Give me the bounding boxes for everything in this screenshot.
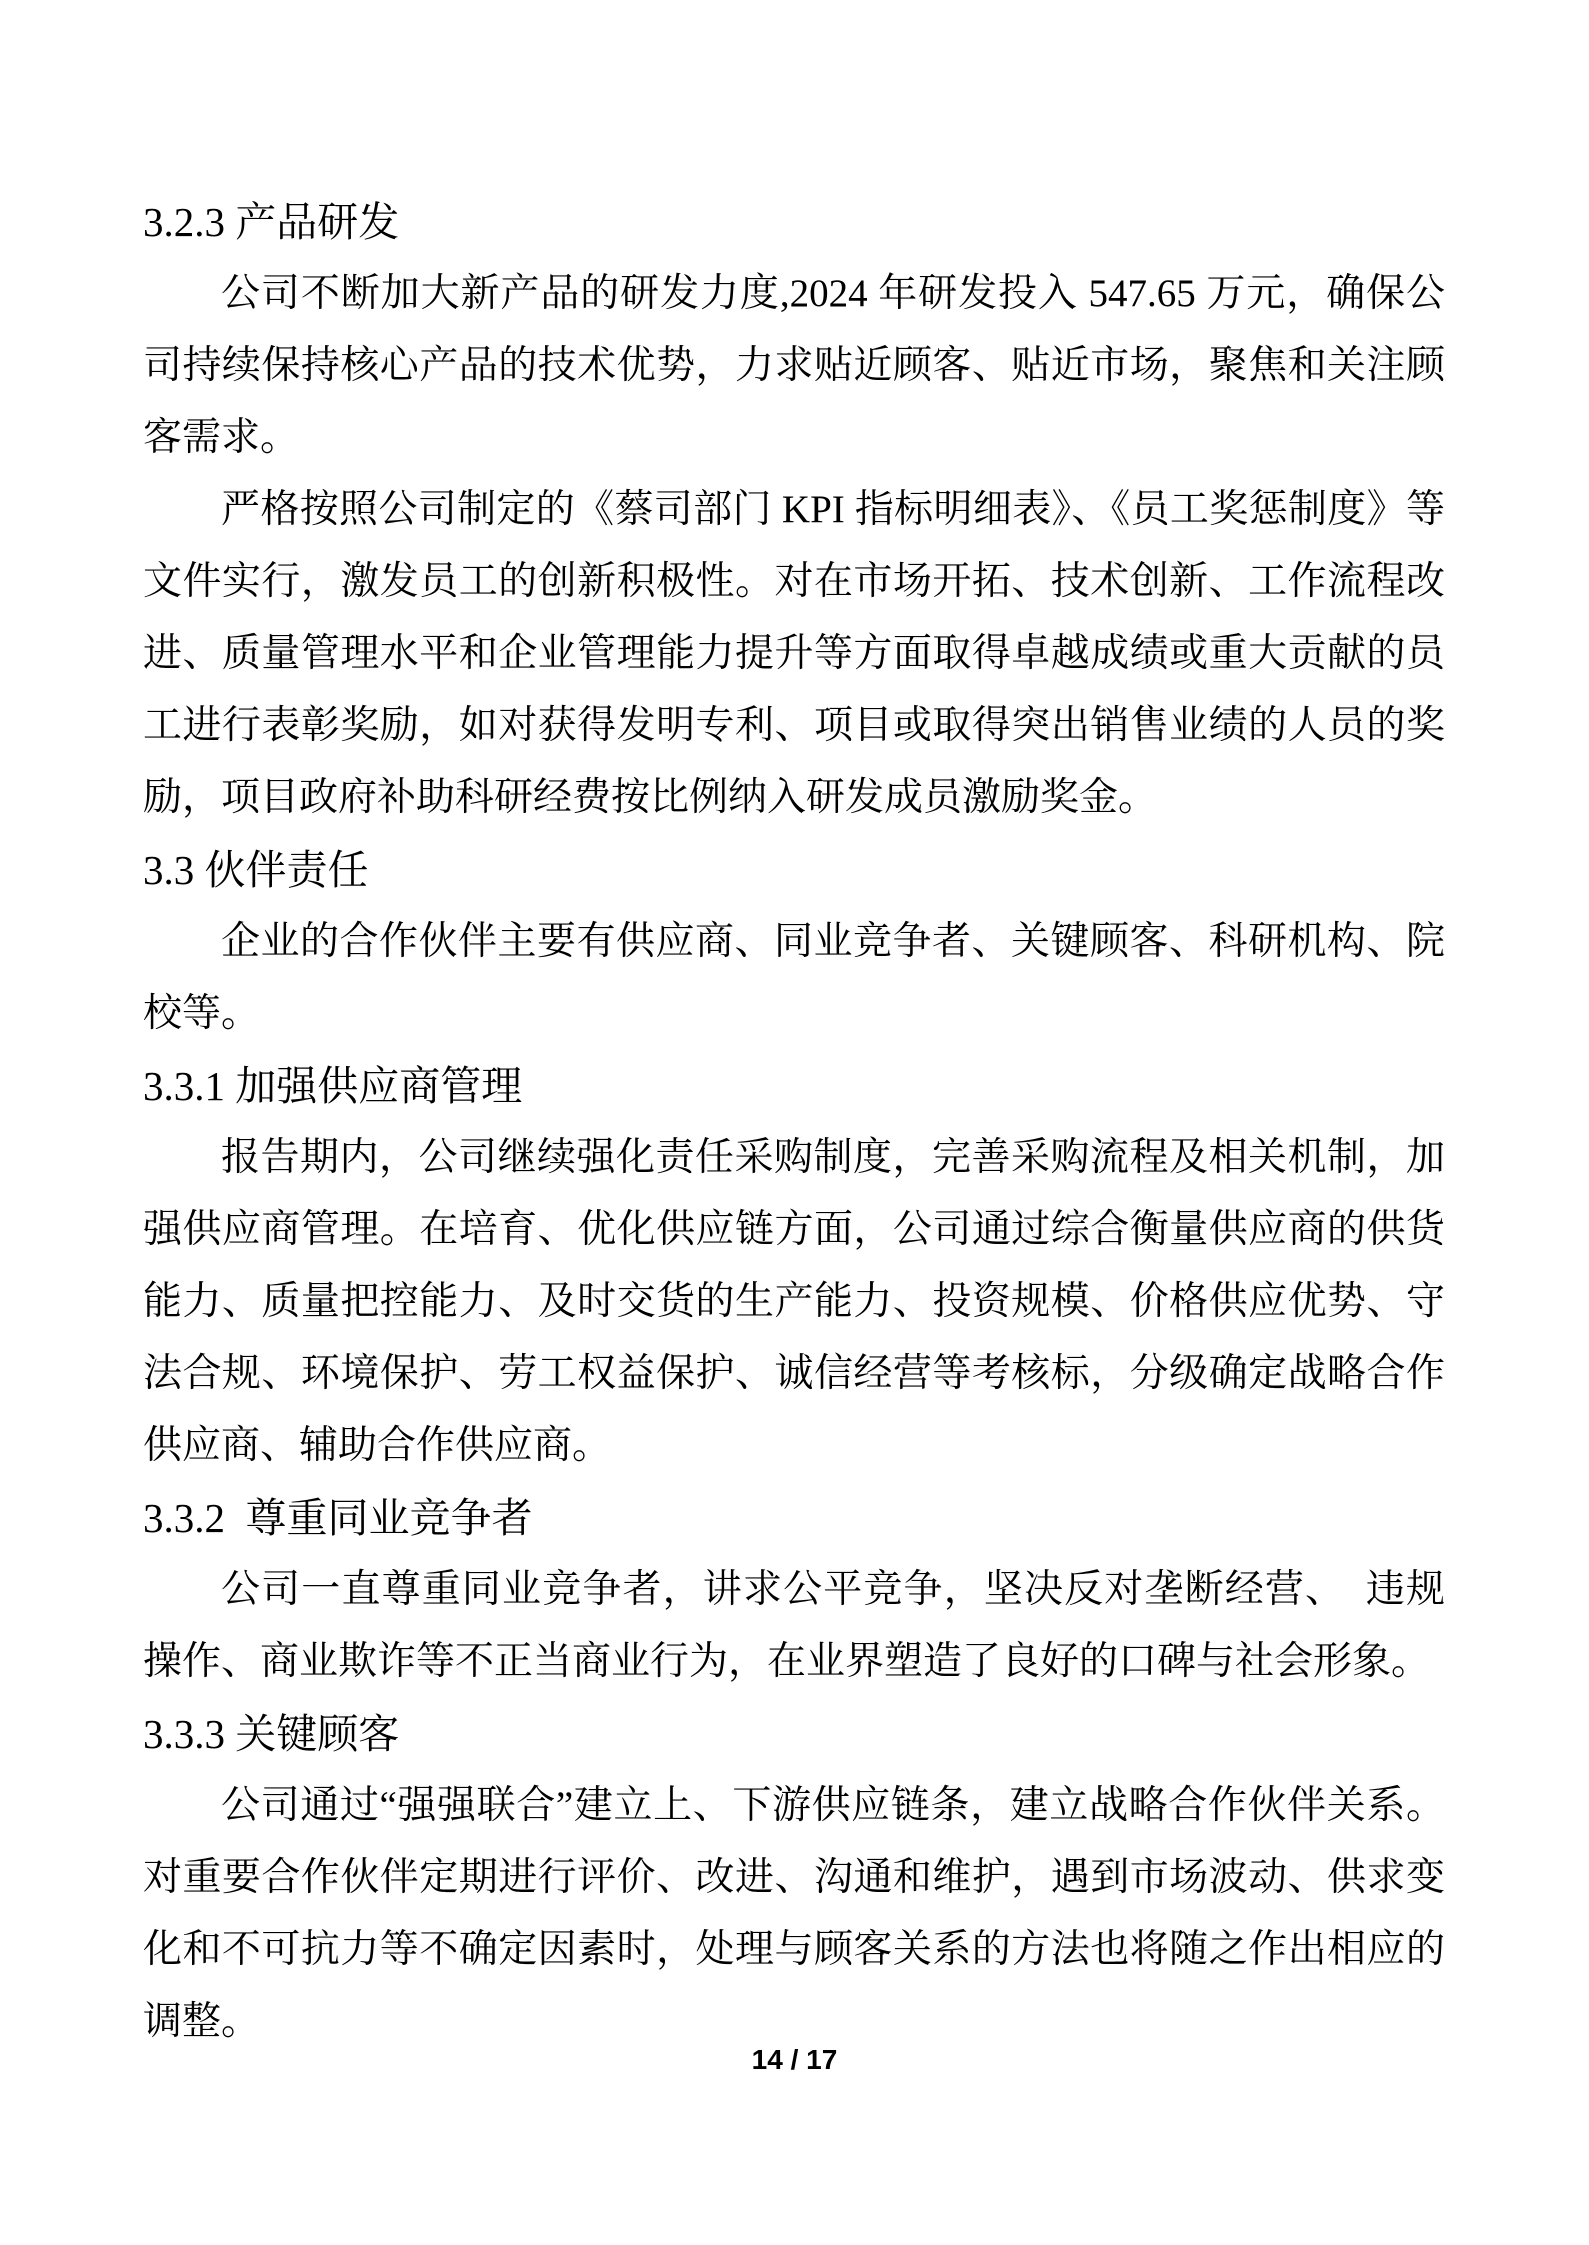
page-number: 14 / 17 xyxy=(751,2044,838,2075)
document-content xyxy=(143,186,1445,2058)
paragraph-kpi-incentives: 严格按照公司制定的《蔡司部门 KPI 指标明细表》、《员工奖惩制度》等文件实行，激发员工的创新积极性。对在市场开拓、技术创新、工作流程改进、质量管理水平和企业管理能力提升等方面取得卓越成绩或重大贡献的员工进行表彰奖励，如对获得发明专利、项目或取得突出销售业绩的人员的奖励，项目政府补助科研经费按比例纳入研发成员激励奖金。 xyxy=(143,488,1445,819)
section-heading-3-3-partner-responsibility: 3.3 伙伴责任 xyxy=(143,847,369,893)
paragraph-rd-investment: 公司不断加大新产品的研发力度,2024 年研发投入 547.65 万元，确保公司持续保持核心产品的技术优势，力求贴近顾客、贴近市场，聚焦和关注顾客需求。 xyxy=(143,272,1445,459)
section-heading-3-2-3-product-rd: 3.2.3 产品研发 xyxy=(143,199,400,245)
paragraph-partner-types: 企业的合作伙伴主要有供应商、同业竞争者、关键顾客、科研机构、院校等。 xyxy=(143,920,1445,1035)
section-heading-3-3-2-respect-competitors: 3.3.2 尊重同业竞争者 xyxy=(143,1495,533,1541)
page-footer xyxy=(0,2044,1589,2076)
section-heading-3-3-1-supplier-management: 3.3.1 加强供应商管理 xyxy=(143,1063,523,1109)
paragraph-key-customers: 公司通过“强强联合”建立上、下游供应链条，建立战略合作伙伴关系。对重要合作伙伴定期进行评价、改进、沟通和维护，遇到市场波动、供求变化和不可抗力等不确定因素时，处理与顾客关系的方法也将随之作出相应的调整。 xyxy=(143,1784,1445,2043)
paragraph-supplier-management: 报告期内，公司继续强化责任采购制度，完善采购流程及相关机制，加强供应商管理。在培育、优化供应链方面，公司通过综合衡量供应商的供货能力、质量把控能力、及时交货的生产能力、投资规模、价格供应优势、守法合规、环境保护、劳工权益保护、诚信经营等考核标，分级确定战略合作供应商、辅助合作供应商。 xyxy=(143,1136,1445,1467)
paragraph-fair-competition: 公司一直尊重同业竞争者，讲求公平竞争，坚决反对垄断经营、 违规操作、商业欺诈等不正当商业行为，在业界塑造了良好的口碑与社会形象。 xyxy=(143,1568,1445,1683)
section-heading-3-3-3-key-customers: 3.3.3 关键顾客 xyxy=(143,1711,400,1757)
